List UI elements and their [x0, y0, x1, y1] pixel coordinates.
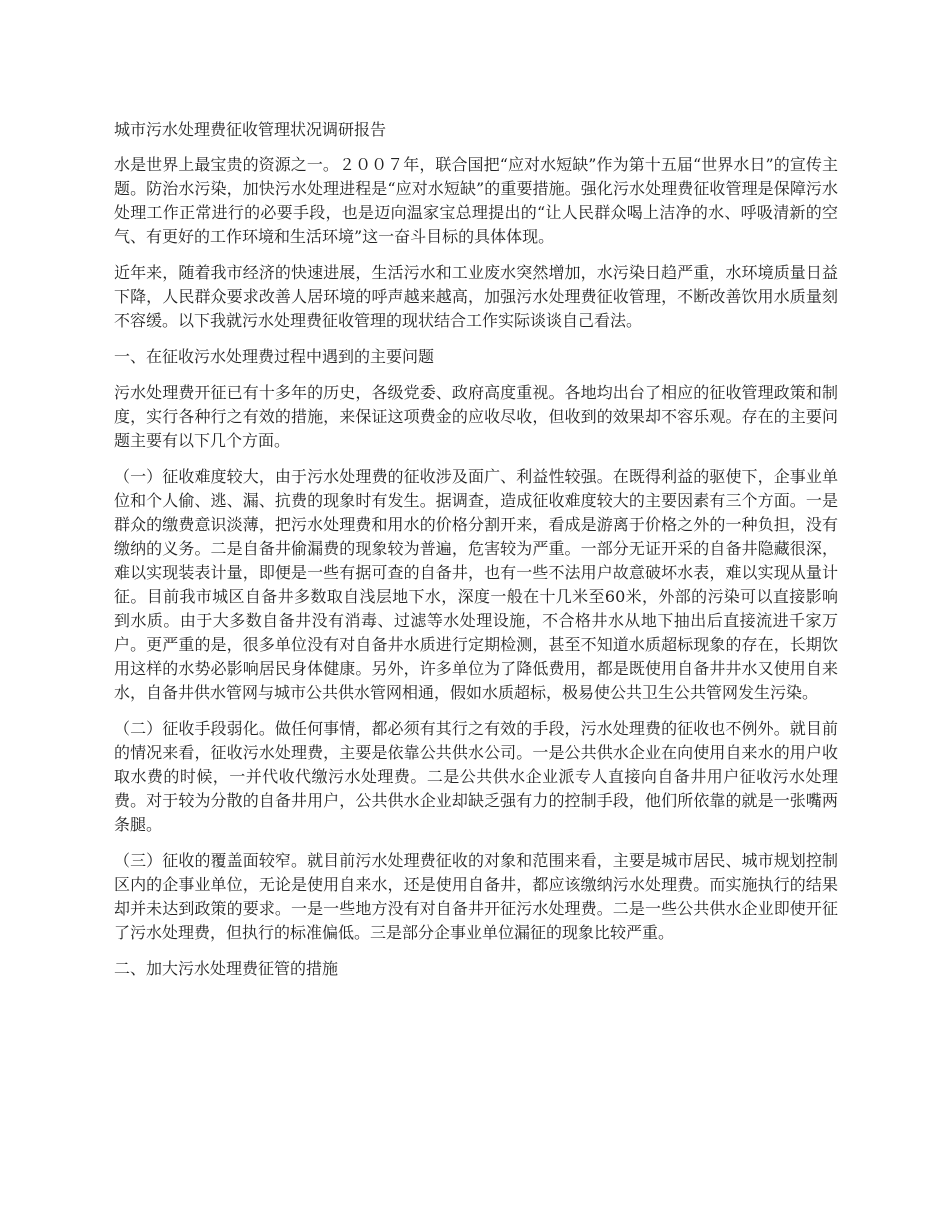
paragraph-problem-2: （二）征收手段弱化。做任何事情，都必须有其行之有效的手段，污水处理费的征收也不例外。就目前的情况来看，征收污水处理费，主要是依靠公共供水公司。一是公共供水企业在向使用自来水的用户收取水费的时候，一并代收代缴污水处理费。二是公共供水企业派专人直接向自备井用户征收污水处理费。对于较为分散的自备井用户，公共供水企业却缺乏强有力的控制手段，他们所依靠的就是一张嘴两条腿。: [114, 719, 838, 834]
section-heading-measures: 二、加大污水处理费征管的措施: [114, 959, 339, 978]
paragraph-problem-1: （一）征收难度较大，由于污水处理费的征收涉及面广、利益性较强。在既得利益的驱使下，企事业单位和个人偷、逃、漏、抗费的现象时有发生。据调查，造成征收难度较大的主要因素有三个方面。一是群众的缴费意识淡薄，把污水处理费和用水的价格分割开来，看成是游离于价格之外的一种负担，没有缴纳的义务。二是自备井偷漏费的现象较为普遍，危害较为严重。一部分无证开采的自备井隐藏很深，难以实现装表计量，即便是一些有据可查的自备井，也有一些不法用户故意破坏水表，难以实现从量计征。目前我市城区自备井多数取自浅层地下水，深度一般在十几米至60米，外部的污染可以直接影响到水质。由于大多数自备井没有消毒、过滤等水处理设施，不合格井水从地下抽出后直接流进千家万户。更严重的是，很多单位没有对自备井水质进行定期检测，甚至不知道水质超标现象的存在，长期饮用这样的水势必影响居民身体健康。另外，许多单位为了降低费用，都是既使用自备井井水又使用自来水，自备井供水管网与城市公共供水管网相通，假如水质超标，极易使公共卫生公共管网发生污染。: [114, 467, 838, 702]
paragraph-intro: 水是世界上最宝贵的资源之一。２００７年，联合国把“应对水短缺”作为第十五届“世界水日”的宣传主题。防治水污染，加快污水处理进程是“应对水短缺”的重要措施。强化污水处理费征收管理是保障污水处理工作正常进行的必要手段，也是迈向温家宝总理提出的“让人民群众喝上洁净的水、呼吸清新的空气、有更好的工作环境和生活环境”这一奋斗目标的具体体现。: [114, 155, 838, 246]
section-heading-problems: 一、在征收污水处理费过程中遇到的主要问题: [114, 347, 435, 366]
document-page: [114, 118, 838, 993]
paragraph-background: 近年来，随着我市经济的快速进展，生活污水和工业废水突然增加，水污染日趋严重，水环境质量日益下降，人民群众要求改善人居环境的呼声越来越高，加强污水处理费征收管理，不断改善饮用水质量刻不容缓。以下我就污水处理费征收管理的现状结合工作实际谈谈自己看法。: [114, 263, 838, 330]
paragraph-problem-3: （三）征收的覆盖面较窄。就目前污水处理费征收的对象和范围来看，主要是城市居民、城市规划控制区内的企事业单位，无论是使用自来水，还是使用自备井，都应该缴纳污水处理费。而实施执行的结果却并未达到政策的要求。一是一些地方没有对自备井开征污水处理费。二是一些公共供水企业即使开征了污水处理费，但执行的标准偏低。三是部分企事业单位漏征的现象比较严重。: [114, 851, 838, 942]
paragraph-problems-overview: 污水处理费开征已有十多年的历史，各级党委、政府高度重视。各地均出台了相应的征收管理政策和制度，实行各种行之有效的措施，来保证这项费金的应收尽收，但收到的效果却不容乐观。存在的主要问题主要有以下几个方面。: [114, 383, 838, 450]
document-title: 城市污水处理费征收管理状况调研报告: [114, 120, 387, 139]
